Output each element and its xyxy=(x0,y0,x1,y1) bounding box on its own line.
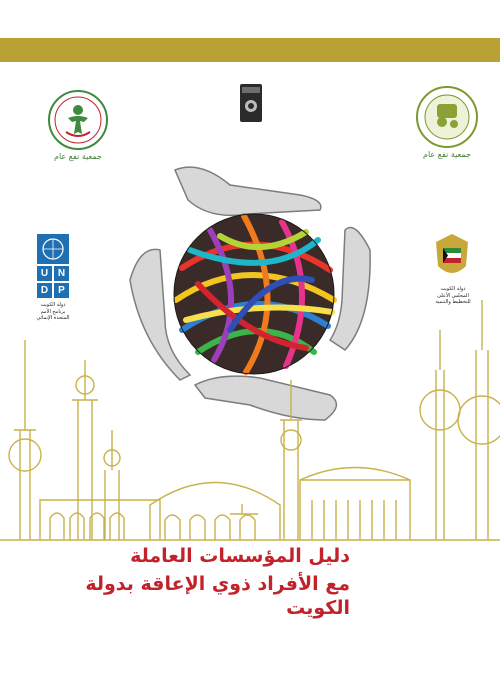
undp-letter: D xyxy=(37,283,52,298)
kuwait-council-caption: دولة الكويت المجلس الأعلى للتخطيط والتنمية xyxy=(435,286,471,305)
left-org-caption: جمعية نفع عام xyxy=(54,152,102,161)
undp-caption: دولة الكويت برنامج الأمم المتحدة الإنمائي xyxy=(36,302,70,321)
undp-letter: N xyxy=(54,266,69,281)
rubber-band-ball xyxy=(174,214,334,374)
cover-title-line1: دليل المؤسسات العاملة xyxy=(130,545,350,567)
undp-letter: U xyxy=(37,266,52,281)
cover-title-line2: مع الأفراد ذوي الإعاقة بدولة الكويت xyxy=(85,573,350,619)
undp-letter: P xyxy=(54,283,69,298)
right-org-caption: جمعية نفع عام xyxy=(423,150,471,159)
